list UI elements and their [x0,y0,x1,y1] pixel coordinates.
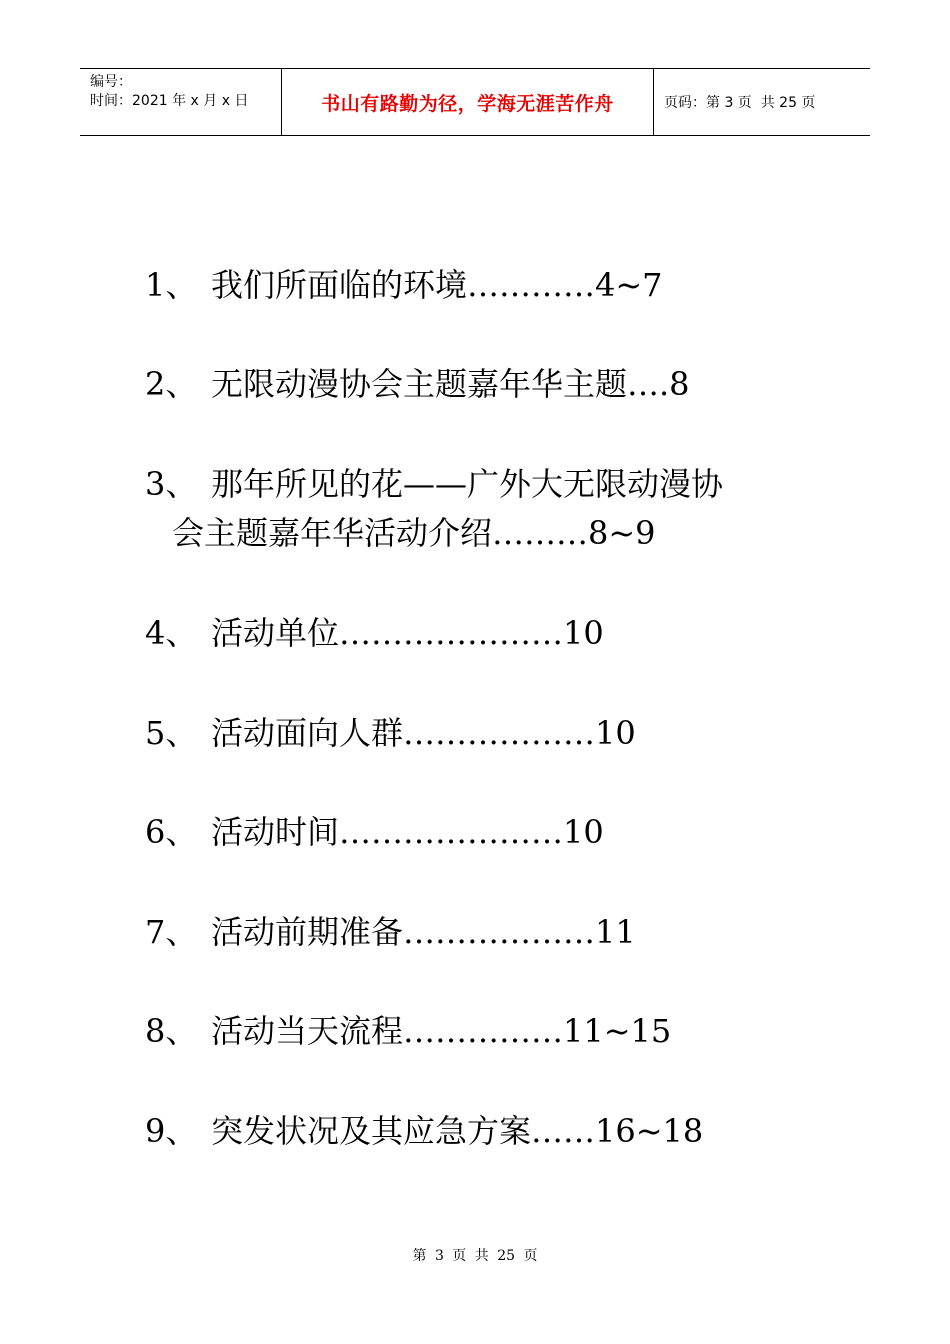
header-page-code: 页码：第 3 页 共 25 页 [664,95,816,111]
toc-item-text: 活动面向人群………………10 [211,714,636,752]
toc-item-text: 无限动漫协会主题嘉年华主题….8 [211,365,690,403]
toc-item-text: 我们所面临的环境…………4~7 [211,266,663,304]
toc-item-continuation: 会主题嘉年华活动介绍………8~9 [172,514,656,552]
header-page-cell [654,69,870,135]
toc-item-text: 活动单位…………………10 [211,614,604,652]
toc-item [145,262,663,308]
toc-item [145,809,604,855]
toc-item-text: 突发状况及其应急方案……16~18 [211,1112,704,1150]
document-date-label: 时间：2021 年 x 月 x 日 [90,93,249,109]
document-number-label: 编号： [90,74,132,90]
toc-item-number: 3、 [145,465,198,503]
toc-item-text: 活动当天流程……………11~15 [211,1012,672,1050]
header-motto-cell [282,69,654,135]
header-meta-cell [80,69,282,135]
toc-item-number: 6、 [145,813,198,851]
toc-item-text: 那年所见的花——广外大无限动漫协 [211,465,724,503]
toc-item-number: 5、 [145,714,198,752]
toc-item [145,461,723,507]
toc-item-number: 4、 [145,614,198,652]
toc-item [145,1108,703,1154]
page-footer: 第 3 页 共 25 页 [412,1248,538,1264]
toc-item-number: 7、 [145,913,198,951]
toc-item-text: 活动前期准备………………11 [211,913,636,951]
toc-item [145,909,636,955]
toc-item-number: 2、 [145,365,198,403]
toc-item-number: 8、 [145,1012,198,1050]
page-header-table [80,68,870,136]
toc-item-number: 9、 [145,1112,198,1150]
header-motto: 书山有路勤为径，学海无涯苦作舟 [321,92,614,115]
toc-item [145,361,690,407]
toc-item [145,610,604,656]
toc-item [145,710,636,756]
toc-item-number: 1、 [145,266,198,304]
toc-item-text: 活动时间…………………10 [211,813,604,851]
toc-item [145,1008,671,1054]
